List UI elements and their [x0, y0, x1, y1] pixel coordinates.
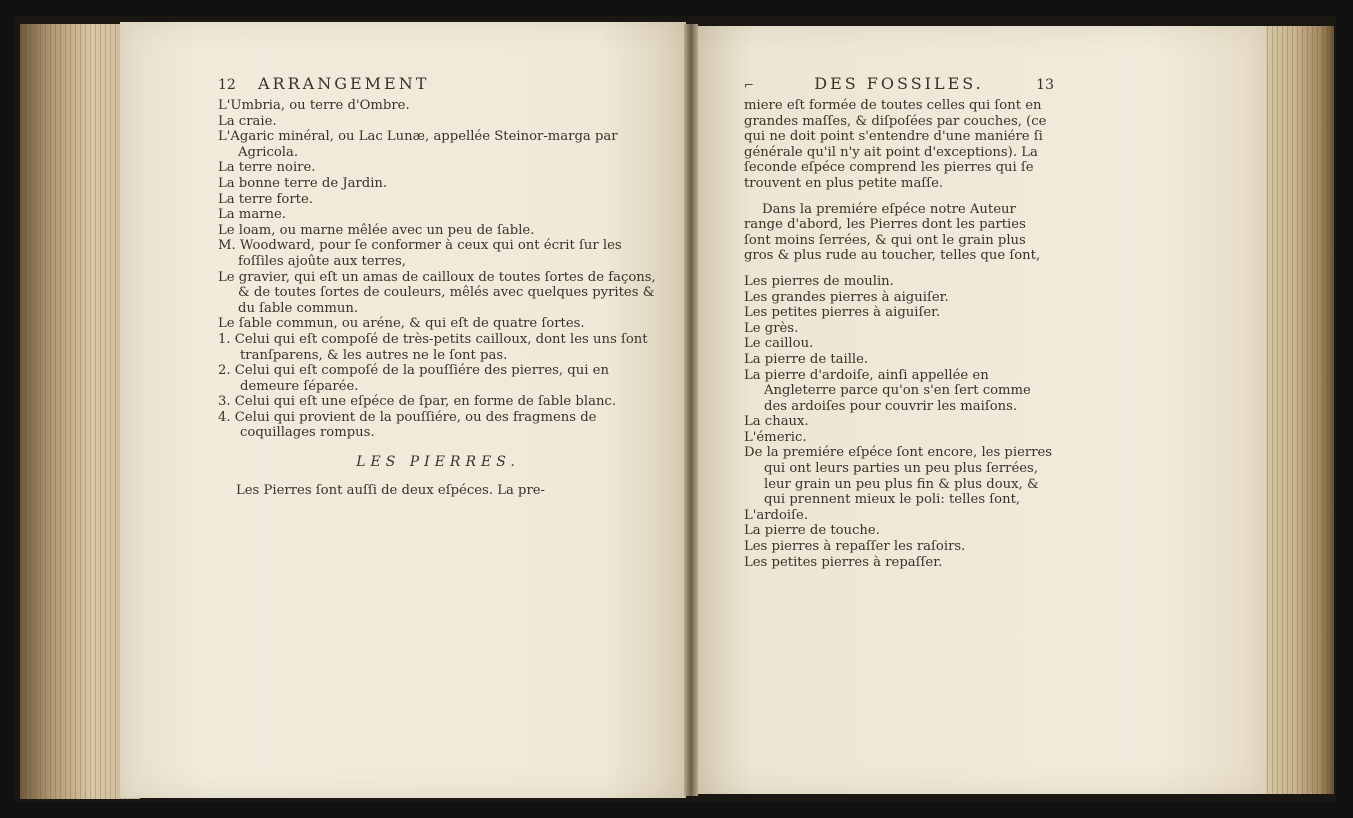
text-line: Le grès.: [744, 320, 799, 336]
left-page-text: [218, 76, 658, 498]
text-line: La pierre de taille.: [744, 351, 869, 367]
right-page-text: [744, 76, 1054, 570]
text-line: De la premiére eſpéce ſont encore, les pierres qui ont leurs parties un peu plus ſerrées, leur grain un peu plus fin & plus doux, & qui prennent mieux le poli: telles ſont,: [744, 445, 1053, 508]
paragraph: miere eſt formée de toutes celles qui ſont en grandes maſſes, & diſpoſées par couches, (ce qui ne doit point s'entendre d'une maniére ſi générale qu'il n'y ait point d'exceptions). La ſeconde eſpéce comprend les pierres qui ſe trouvent en plus petite maſſe.: [744, 98, 1047, 191]
text-line: La craie.: [218, 113, 277, 129]
right-header: [744, 76, 1054, 98]
book-gutter: [684, 24, 698, 796]
text-line: La marne.: [218, 207, 286, 223]
page-edges-right: [1262, 26, 1334, 794]
section-title: LES PIERRES.: [356, 454, 520, 471]
text-line: Le caillou.: [744, 336, 814, 352]
text-line: Les pierres de moulin.: [744, 273, 894, 289]
numbered-item: 1. Celui qui eſt compoſé de très-petits cailloux, dont les uns ſont tranſparens, & les autres ne le ſont pas.: [218, 331, 648, 363]
text-line: Le ſable commun, ou aréne, & qui eſt de quatre ſortes.: [218, 316, 585, 332]
text-line: L'émeric.: [744, 429, 807, 445]
closing-line: Les Pierres ſont auſſi de deux eſpéces. La pre-: [236, 482, 546, 498]
numbered-item: 3. Celui qui eſt une eſpéce de ſpar, en forme de ſable blanc.: [218, 394, 617, 410]
text-line: La pierre d'ardoiſe, ainſi appellée en Angleterre parce qu'on s'en ſert comme des ardoiſes pour couvrir les maiſons.: [744, 367, 1031, 414]
numbered-item: 4. Celui qui provient de la pouſſiére, ou des fragmens de coquillages rompus.: [218, 409, 597, 441]
text-line: Les grandes pierres à aiguiſer.: [744, 289, 949, 305]
left-header: [218, 76, 658, 98]
text-line: La pierre de touche.: [744, 523, 880, 539]
page-number: 13: [1036, 77, 1054, 93]
text-line: La bonne terre de Jardin.: [218, 175, 388, 191]
text-line: M. Woodward, pour ſe conformer à ceux qui ont écrit ſur les foſſiles ajoûte aux terres,: [218, 238, 622, 269]
text-line: Les pierres à repaſſer les raſoirs.: [744, 539, 966, 555]
text-line: La chaux.: [744, 414, 809, 430]
text-line: Les petites pierres à aiguiſer.: [744, 305, 941, 321]
running-head: DES FOSSILES.: [814, 74, 984, 93]
text-line: L'Umbria, ou terre d'Ombre.: [218, 98, 410, 113]
printer-mark: ⌐: [744, 78, 755, 92]
text-line: Les petites pierres à repaſſer.: [744, 554, 943, 570]
numbered-item: 2. Celui qui eſt compoſé de la pouſſiére des pierres, qui en demeure ſéparée.: [218, 363, 609, 394]
text-line: La terre noire.: [218, 160, 316, 176]
page-number: 12: [218, 77, 236, 93]
running-head: ARRANGEMENT: [258, 74, 430, 93]
text-line: L'Agaric minéral, ou Lac Lunæ, appellée Steinor-marga par Agricola.: [218, 129, 618, 160]
text-line: L'ardoiſe.: [744, 507, 809, 523]
text-line: Le gravier, qui eſt un amas de cailloux de toutes ſortes de façons, & de toutes ſortes de couleurs, mêlés avec quelques pyrites & du ſable commun.: [218, 269, 656, 316]
text-line: La terre forte.: [218, 191, 313, 207]
text-line: Le loam, ou marne mêlée avec un peu de ſable.: [218, 222, 535, 238]
paragraph: Dans la premiére eſpéce notre Auteur range d'abord, les Pierres dont les parties ſont moins ſerrées, & qui ont le grain plus gros & plus rude au toucher, telles que ſont,: [744, 201, 1041, 264]
